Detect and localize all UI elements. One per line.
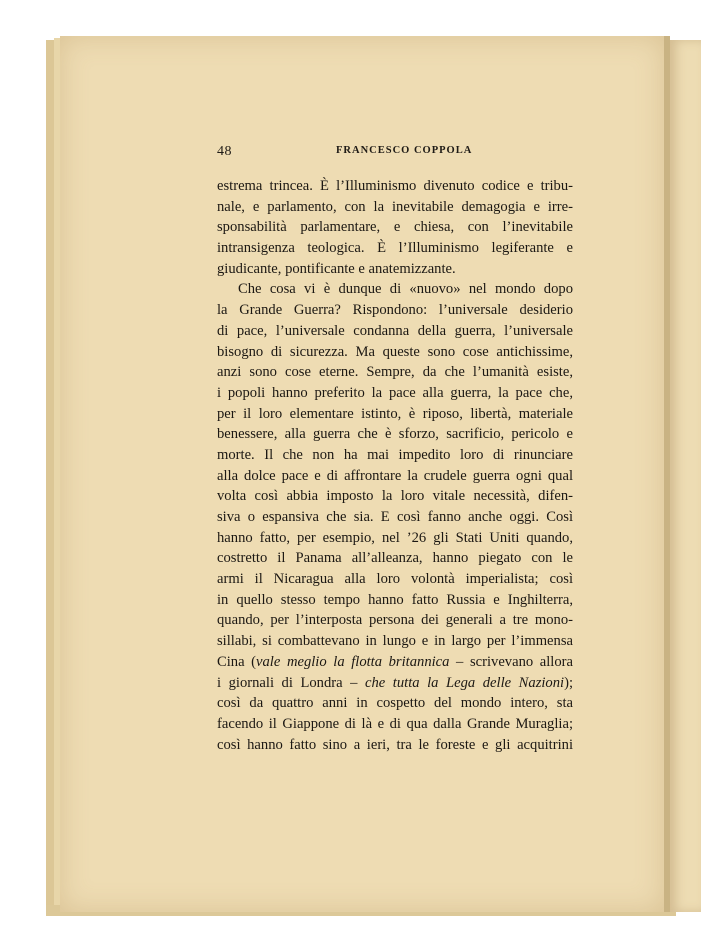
text-line: armi il Nicaragua alla loro volontà imperialista; così [217, 571, 573, 588]
text-line: Che cosa vi è dunque di «nuovo» nel mondo dopo [238, 281, 573, 298]
text-line: benessere, alla guerra che è sforzo, sacrificio, pericolo e [217, 426, 573, 443]
text-line: hanno fatto, per esempio, nel ’26 gli Stati Uniti quando, [217, 529, 573, 546]
text-line: Cina (vale meglio la flotta britannica – scrivevano allora [217, 653, 573, 670]
text-line: facendo il Giappone di là e di qua dalla Grande Muraglia; [217, 715, 573, 732]
text-line: sponsabilità parlamentare, e chiesa, con l’inevitabile [217, 219, 573, 236]
text-line: giudicante, pontificante e anatemizzante. [217, 260, 456, 277]
text-line: anzi sono cose eterne. Sempre, da che l’umanità esiste, [217, 364, 573, 381]
text-line: la Grande Guerra? Rispondono: l’universale desiderio [217, 302, 573, 319]
page-stack-edge [46, 40, 54, 915]
text-line: bisogno di sicurezza. Ma queste sono cose antichissime, [217, 343, 573, 360]
text-line: sillabi, si combattevano in lungo e in largo per l’immensa [217, 633, 573, 650]
text-line: quando, per l’interposta persona dei generali a tre mono- [217, 612, 573, 629]
text-line: costretto il Panama all’alleanza, hanno piegato con le [217, 550, 573, 567]
text-line: in quello stesso tempo hanno fatto Russia e Inghilterra, [217, 591, 573, 608]
text-line: così da quattro anni in cospetto del mondo intero, sta [217, 695, 573, 712]
text-line: nale, e parlamento, con la inevitabile demagogia e irre- [217, 198, 573, 215]
text-line: così hanno fatto sino a ieri, tra le foreste e gli acquitrini [217, 736, 573, 753]
text-line: morte. Il che non ha mai impedito loro di rinunciare [217, 446, 573, 463]
body-text [217, 176, 573, 755]
text-line: intransigenza teologica. È l’Illuminismo legiferante e [217, 240, 573, 257]
italic-quote: che tutta la Lega delle Nazioni [365, 674, 565, 691]
page-number: 48 [217, 144, 232, 159]
text-line: i giornali di Londra – che tutta la Lega delle Nazioni); [217, 674, 573, 691]
running-head: FRANCESCO COPPOLA [336, 145, 473, 156]
text-line: i popoli hanno preferito la pace alla guerra, la pace che, [217, 384, 573, 401]
text-line: siva o espansiva che sia. E così fanno anche oggi. Così [217, 509, 573, 525]
text-line: volta così abbia imposto la loro vitale necessità, difen- [217, 488, 573, 505]
text-line: per il loro elementare istinto, è riposo, libertà, materiale [217, 405, 573, 422]
facing-page-edge [670, 40, 701, 912]
text-line: di pace, l’universale condanna della guerra, l’universale [217, 322, 573, 339]
text-line: estrema trincea. È l’Illuminismo divenuto codice e tribu- [217, 178, 573, 194]
italic-quote: vale meglio la flotta britannica [256, 653, 450, 670]
text-line: alla dolce pace e di affrontare la crudele guerra ogni qual [217, 467, 573, 484]
